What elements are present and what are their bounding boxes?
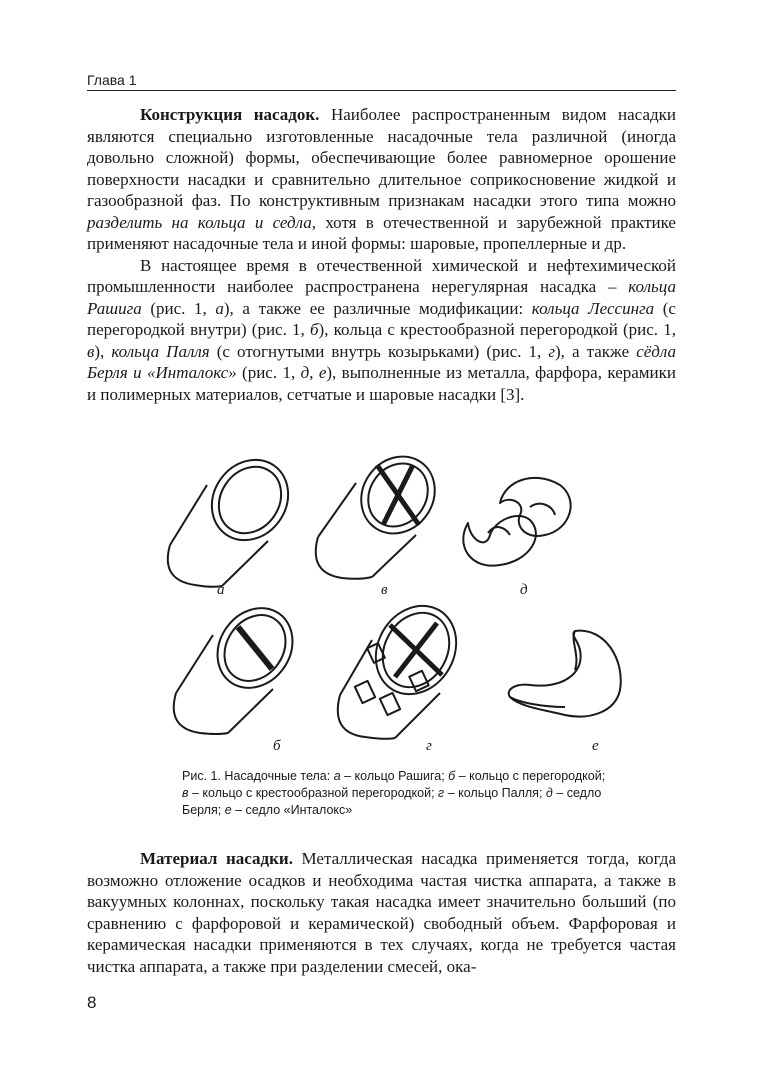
caption-italic: е [224,803,232,817]
running-header [87,72,676,91]
caption-text: Рис. 1. Насадочные тела: [182,769,334,783]
berl-saddle-drawing [463,478,570,566]
caption-italic: б [448,769,456,783]
text-span: Наиболее распространенным видом насадки являются специально изготовленные насадочные тела различной (иногда довольно сложной) формы, обеспечивающие более равномерное орошение поверхности насадки и сравнительно длительное соприкосновение жидкой и газообразной фаз. По конструктивным признакам насадки этого типа можно [87,105,676,210]
italic-span: сёдла Берля и «Инталокс» [87,341,676,382]
heading-packing-material: Материал насадки. [140,849,293,868]
figure-packing-bodies [0,445,764,755]
caption-italic: г [438,786,445,800]
text-span: ), кольца с крестообразной перегородкой (рис. 1, [318,320,676,339]
figure-label-d: д [520,582,528,598]
italic-span: кольца Лессинга [531,298,655,318]
caption-text: – седло Берля; [182,786,602,817]
figure-label-g: г [426,738,432,754]
text-span: ), выполненные из металла, фарфора, керамики и полимерных материалов, сетчатые и шаровые насадки [3]. [87,363,676,404]
text-span: ), а также [555,341,637,361]
paragraph-packing-types [87,255,676,406]
paragraph-packing-material [87,848,676,977]
text-span: (рис. 1, [236,363,301,382]
italic-span: д [300,363,310,382]
text-span: ), а также ее различные модификации: [223,298,532,318]
italic-span: б [309,320,319,339]
text-span: ), [94,341,112,361]
caption-text: – кольцо Палля; [444,786,546,800]
italic-span: кольца Рашига [87,277,676,318]
text-span: (с отогнутыми внутрь козырьками) (рис. 1, [209,341,549,361]
page-number: 8 [87,993,97,1012]
caption-text: – кольцо с перегородкой; [455,769,606,783]
text-span: , [309,363,319,382]
lessing-ring-drawing [174,594,308,734]
figure-label-v: в [381,582,388,598]
italic-span: е [318,363,327,382]
pall-ring-drawing [338,591,472,739]
italic-span: а [215,298,224,318]
figure-label-b: б [273,738,281,754]
caption-text: – кольцо Рашига; [340,769,449,783]
raschig-ring-drawing [168,445,304,587]
caption-text: – кольцо с крестообразной перегородкой; [188,786,439,800]
figure-label-e: е [592,738,599,754]
paragraph-packing-design [87,104,676,255]
cross-partition-ring-drawing [316,445,450,579]
caption-italic: а [333,769,341,783]
figure-illustration [0,445,764,755]
text-block-top [87,104,676,405]
italic-span: г [548,341,555,361]
figure-label-a: а [217,582,225,598]
intalox-saddle-drawing [509,631,621,717]
italic-span: кольца Палля [111,341,210,361]
chapter-title: Глава 1 [87,72,137,88]
caption-italic: д [545,786,553,800]
text-span: (рис. 1, [141,298,216,318]
text-span: , хотя в отечественной и зарубежной практике применяют насадочные тела и иной формы: шаровые, пропеллерные и др. [87,212,676,253]
text-span: Металлическая насадка применяется тогда, когда возможно отложение осадков и необходима частая чистка аппарата, а также в вакуумных колоннах, поскольку такая насадка имеет значительно больший (по сравнению с фарфоровой и керамической) свободный объем. Фарфоровая и керамическая насадки применяются в тех случаях, когда не требуется частая чистка аппарата, а также при разделении смесей, ока- [87,849,676,976]
text-span: (с перегородкой внутри) (рис. 1, [87,298,676,339]
caption-italic: в [182,786,189,800]
figure-caption [182,768,612,819]
caption-text: – седло «Инталокс» [231,803,353,817]
italic-span: разделить на кольца и седла [87,212,312,232]
text-span: В настоящее время в отечественной химической и нефтехимической промышленности наиболее распространена нерегулярная насадка – [87,255,676,296]
heading-packing-design: Конструкция насадок. [140,105,320,124]
text-block-bottom [87,848,676,977]
italic-span: в [87,341,95,361]
